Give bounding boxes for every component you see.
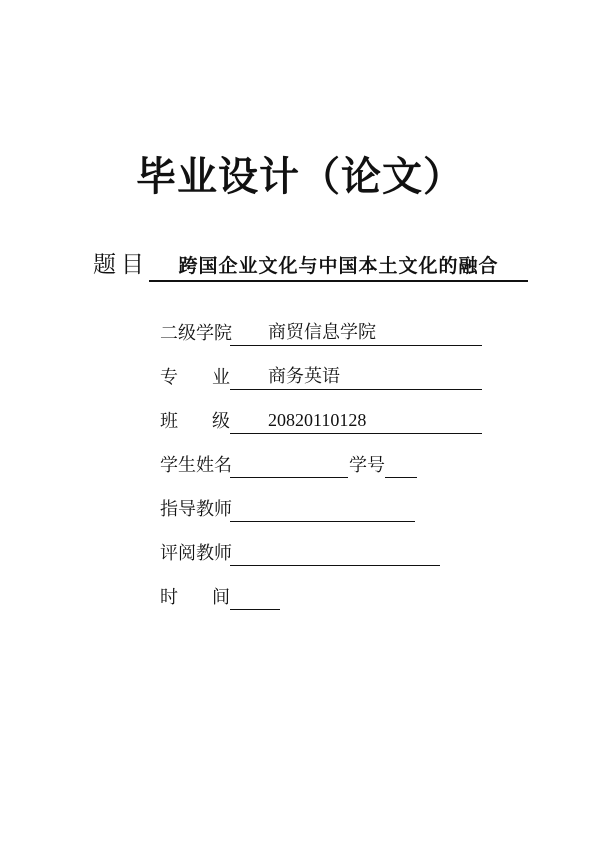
field-label-student-name: 学生姓名 — [160, 455, 232, 475]
field-underline-date — [230, 581, 280, 610]
field-label-advisor: 指导教师 — [160, 499, 232, 519]
field-underline-major — [230, 361, 482, 390]
field-label-reviewer: 评阅教师 — [160, 543, 232, 563]
field-row-reviewer — [160, 536, 482, 566]
field-label-date: 时 间 — [160, 587, 230, 607]
field-value-major: 商务英语 — [268, 366, 340, 386]
field-label-major: 专 业 — [160, 367, 230, 387]
subject-label: 题目 — [93, 252, 149, 277]
field-row-college — [160, 316, 482, 346]
field-underline-student-id — [385, 449, 417, 478]
field-value-college: 商贸信息学院 — [268, 322, 376, 342]
field-list — [160, 316, 482, 624]
page-title: 毕业设计（论文） — [136, 154, 464, 200]
subject-row — [93, 244, 528, 282]
field-row-advisor — [160, 492, 482, 522]
field-row-student — [160, 448, 482, 478]
field-underline-class — [230, 405, 482, 434]
subject-underline — [149, 253, 528, 282]
field-label-college: 二级学院 — [160, 323, 232, 343]
field-row-major — [160, 360, 482, 390]
field-value-class: 20820110128 — [268, 410, 367, 430]
field-underline-reviewer — [230, 537, 440, 566]
field-row-date — [160, 580, 482, 610]
field-underline-advisor — [230, 493, 415, 522]
field-underline-student-name — [230, 449, 348, 478]
subject-title: 跨国企业文化与中国本土文化的融合 — [178, 255, 499, 277]
field-label-student-id: 学号 — [349, 455, 385, 475]
field-row-class — [160, 404, 482, 434]
field-underline-college — [230, 317, 482, 346]
field-label-class: 班 级 — [160, 411, 230, 431]
